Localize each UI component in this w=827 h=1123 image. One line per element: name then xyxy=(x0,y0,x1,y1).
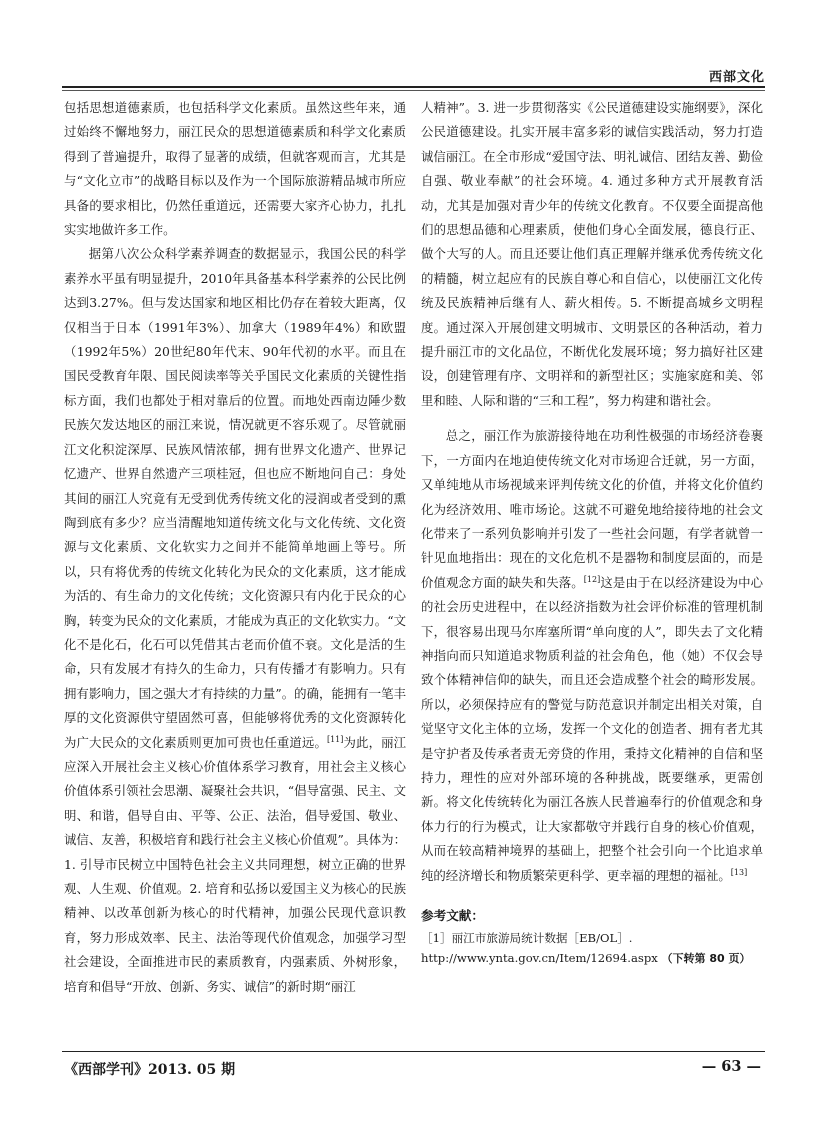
section-header: 西部文化 xyxy=(708,70,765,85)
paragraph: 包括思想道德素质，也包括科学文化素质。虽然这些年来，通过始终不懈地努力，丽江民众的思想道德素质和科学文化素质得到了普遍提升，取得了显著的成绩，但就客观而言，尤其是与“文化立市”的战略目标以及作为一个国际旅游精品城市所应具备的要求相比，仍然任重道远，还需要大家齐心协力，扎扎实实地做许多工作。 xyxy=(64,100,406,238)
header-rule-thin xyxy=(62,90,765,91)
reference-text[interactable]: ［1］丽江市旅游局统计数据［EB/OL］. http://www.ynta.gov.cn/Item/12694.aspx xyxy=(421,931,658,966)
citation-mark[interactable]: [12] xyxy=(583,574,601,584)
header-rule xyxy=(62,86,765,88)
journal-issue: 《西部学刊》2013. 05 期 xyxy=(64,1062,236,1078)
page-number: — 63 — xyxy=(701,1058,761,1075)
paragraph-text: 为此，丽江应深入开展社会主义核心价值体系学习教育，用社会主义核心价值体系引领社会思潮、凝聚社会共识，“倡导富强、民主、文明、和谐，倡导自由、平等、公正、法治，倡导爱国、敬业、诚信、友善，积极培育和践行社会主义核心价值观”。具体为：1. 引导市民树立中国特色社会主义共同理想，树立正确的世界观、人生观、价值观。2. 培育和弘扬以爱国主义为核心的民族精神、以改革创新为核心的时代精神，加强公民现代意识教育，努力形成效率、民主、法治等现代价值观念，加强学习型社会建设，全面推进市民的素质教育，内强素质、外树形象，培育和倡导“开放、创新、务实、诚信”的新时期“丽江 xyxy=(64,734,407,994)
right-column xyxy=(421,96,763,969)
footer-rule xyxy=(62,1051,765,1052)
citation-mark[interactable]: [13] xyxy=(730,867,748,877)
continued-note: （下转第 80 页） xyxy=(661,952,751,966)
left-column xyxy=(64,96,406,999)
paragraph: 人精神”。3. 进一步贯彻落实《公民道德建设实施纲要》，深化公民道德建设。扎实开展丰富多彩的诚信实践活动，努力打造诚信丽江。在全市形成“爱国守法、明礼诚信、团结友善、勤俭自强、敬业奉献”的社会环境。4. 通过多种方式开展教育活动，尤其是加强对青少年的传统文化教育。不仅要全面提高他们的思想品德和心理素质，使他们身心全面发展，德良行正、做个大写的人。而且还要让他们真正理解并继承优秀传统文化的精髓，树立起应有的民族自尊心和自信心，以使丽江文化传统及民族精神后继有人、薪火相传。5. 不断提高城乡文明程度。通过深入开展创建文明城市、文明景区的各种活动，着力提升丽江市的文化品位，不断优化发展环境；努力搞好社区建设，创建管理有序、文明祥和的新型社区；实施家庭和美、邻里和睦、人际和谐的“三和工程”，努力构建和谐社会。 xyxy=(421,100,763,408)
paragraph xyxy=(64,242,406,999)
paragraph-text: 总之，丽江作为旅游接待地在功利性极强的市场经济卷裹下，一方面内在地迫使传统文化对市场迎合迁就，另一方面，又单纯地从市场视域来评判传统文化的价值，并将文化价值约化为经济效用、唯市场论。这就不可避免地给接待地的社会文化带来了一系列负影响并引发了一些社会问题，有学者就曾一针见血地指出：现在的文化危机不是器物和制度层面的，而是价值观念方面的缺失和失落。 xyxy=(421,428,763,590)
references-heading: 参考文献： xyxy=(421,908,484,923)
reference-item xyxy=(421,928,763,969)
paragraph xyxy=(421,424,763,888)
paragraph-text: 这是由于在以经济建设为中心的社会历史进程中，在以经济指数为社会评价标准的管理机制下，很容易出现马尔库塞所谓“单向度的人”，即失去了文化精神指向而只知道追求物质利益的社会角色，他（她）不仅会导致个体精神信仰的缺失，而且还会造成整个社会的畸形发展。所以，必须保持应有的警觉与防范意识并制定出相关对策，自觉坚守文化主体的立场，发挥一个文化的创造者、拥有者尤其是守护者及传承者责无旁贷的作用，秉持文化精神的自信和坚持力，理性的应对外部环境的各种挑战，既要继承，更需创新。将文化传统转化为丽江各族人民普遍奉行的价值观念和身体力行的行为模式，让大家都敬守并践行自身的核心价值观，从而在较高精神境界的基础上，把整个社会引向一个比追求单纯的经济增长和物质繁荣更科学、更幸福的理想的福祉。 xyxy=(421,574,764,883)
citation-mark[interactable]: [11] xyxy=(326,734,344,744)
paragraph-text: 据第八次公众科学素养调查的数据显示，我国公民的科学素养水平虽有明显提升，2010年具备基本科学素养的公民比例达到3.27%。但与发达国家和地区相比仍存在着较大距离，仅仅相当于日本（1991年3%）、加拿大（1989年4%）和欧盟（1992年5%）20世纪80年代末、90年代初的水平。而且在国民受教育年限、国民阅读率等关乎国民文化素质的关键性指标方面，我们也都处于相对靠后的位置。而地处西南边陲少数民族欠发达地区的丽江来说，情况就更不容乐观了。尽管就丽江文化积淀深厚、民族风情浓郁，拥有世界文化遗产、世界记忆遗产、世界自然遗产三项桂冠，但也应不断地问自己：身处其间的丽江人究竟有无受到优秀传统文化的浸润或者受到的熏陶到底有多少？应当清醒地知道传统文化与文化传统、文化资源与文化素质、文化软实力之间并不能简单地画上等号。所以，只有将优秀的传统文化转化为民众的文化素质，这才能成为活的、有生命力的文化传统；文化资源只有内化于民众的心胸，转变为民众的文化素质，才能成为真正的文化软实力。“文化不是化石，化石可以凭借其古老而价值不衰。文化是活的生命，只有发展才有持久的生命力，只有传播才有影响力。只有拥有影响力，国之强大才有持续的力量”。的确，能拥有一笔丰厚的文化资源供守望固然可喜，但能够将优秀的文化资源转化为广大民众的文化素质则更加可贵也任重道远。 xyxy=(64,246,406,750)
